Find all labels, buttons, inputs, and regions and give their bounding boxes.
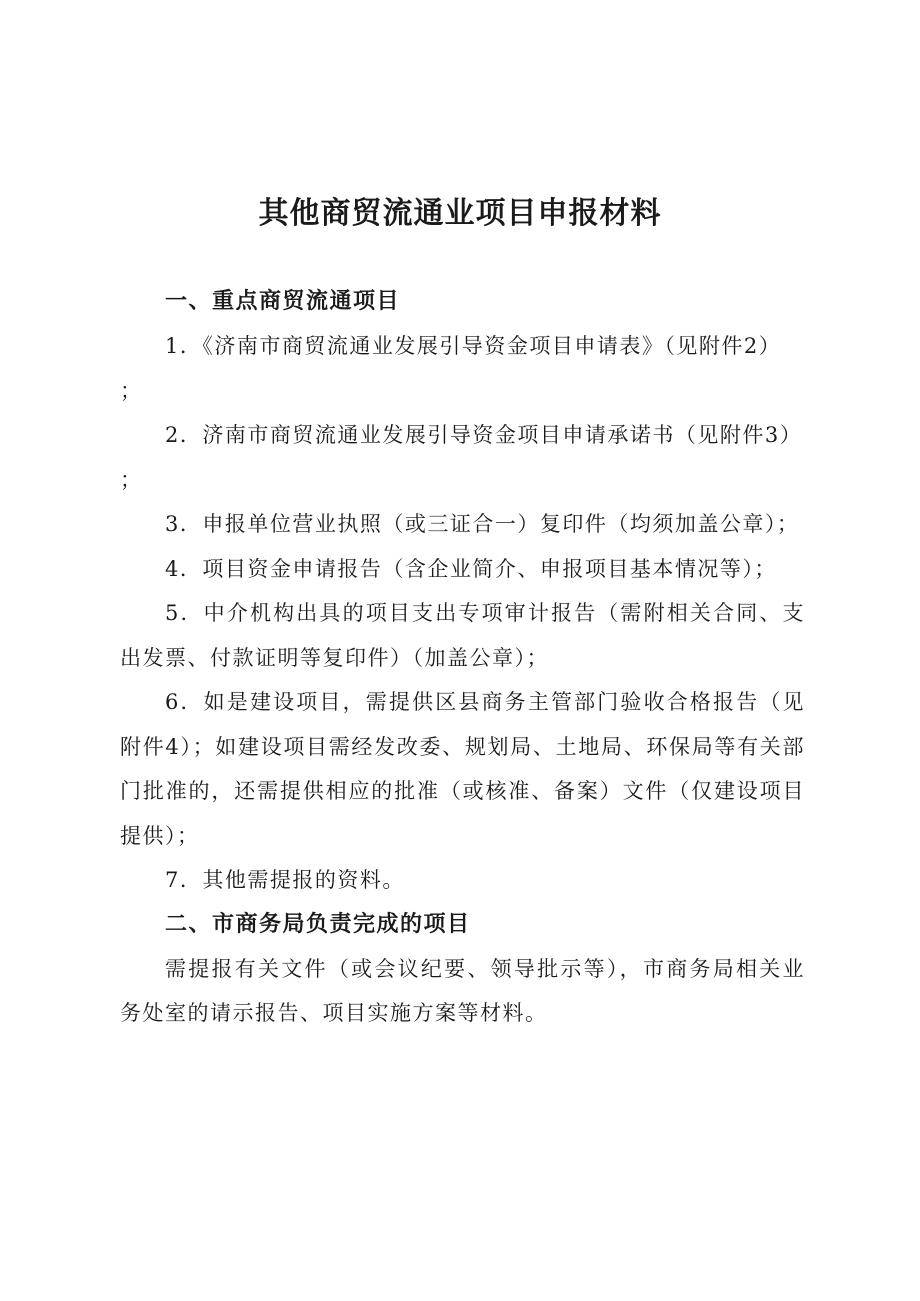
list-item-tail: ； [120,467,143,492]
document-title: 其他商贸流通业项目申报材料 [258,196,662,231]
section-key-projects [120,280,805,903]
list-item: 5．中介机构出具的项目支出专项审计报告（需附相关合同、支出发票、付款证明等复印件）（加盖公章）； [120,601,805,670]
list-item-text: 2．济南市商贸流通业发展引导资金项目申请承诺书（见附件3） [165,423,803,447]
section-heading: 一、重点商贸流通项目 [165,289,401,314]
list-item-text: 1．《济南市商贸流通业发展引导资金项目申请表》（见附件2） [165,334,782,358]
list-item [120,413,805,502]
document-body [120,280,805,1036]
list-item: 7．其他需提报的资料。 [165,868,405,892]
list-item: 3．申报单位营业执照（或三证合一）复印件（均须加盖公章）； [165,512,800,536]
list-item-tail: ； [120,378,143,403]
list-item: 需提报有关文件（或会议纪要、领导批示等），市商务局相关业务处室的请示报告、项目实施方案等材料。 [120,956,805,1025]
list-item [120,324,805,413]
section-bureau-projects [120,903,805,1036]
section-heading: 二、市商务局负责完成的项目 [165,911,471,937]
list-item: 6．如是建设项目，需提供区县商务主管部门验收合格报告（见附件4）；如建设项目需经发改委、规划局、土地局、环保局等有关部门批准的，还需提供相应的批准（或核准、备案）文件（仅建设项目提供）； [120,690,805,848]
list-item: 4．项目资金申请报告（含企业简介、申报项目基本情况等）； [165,556,777,581]
